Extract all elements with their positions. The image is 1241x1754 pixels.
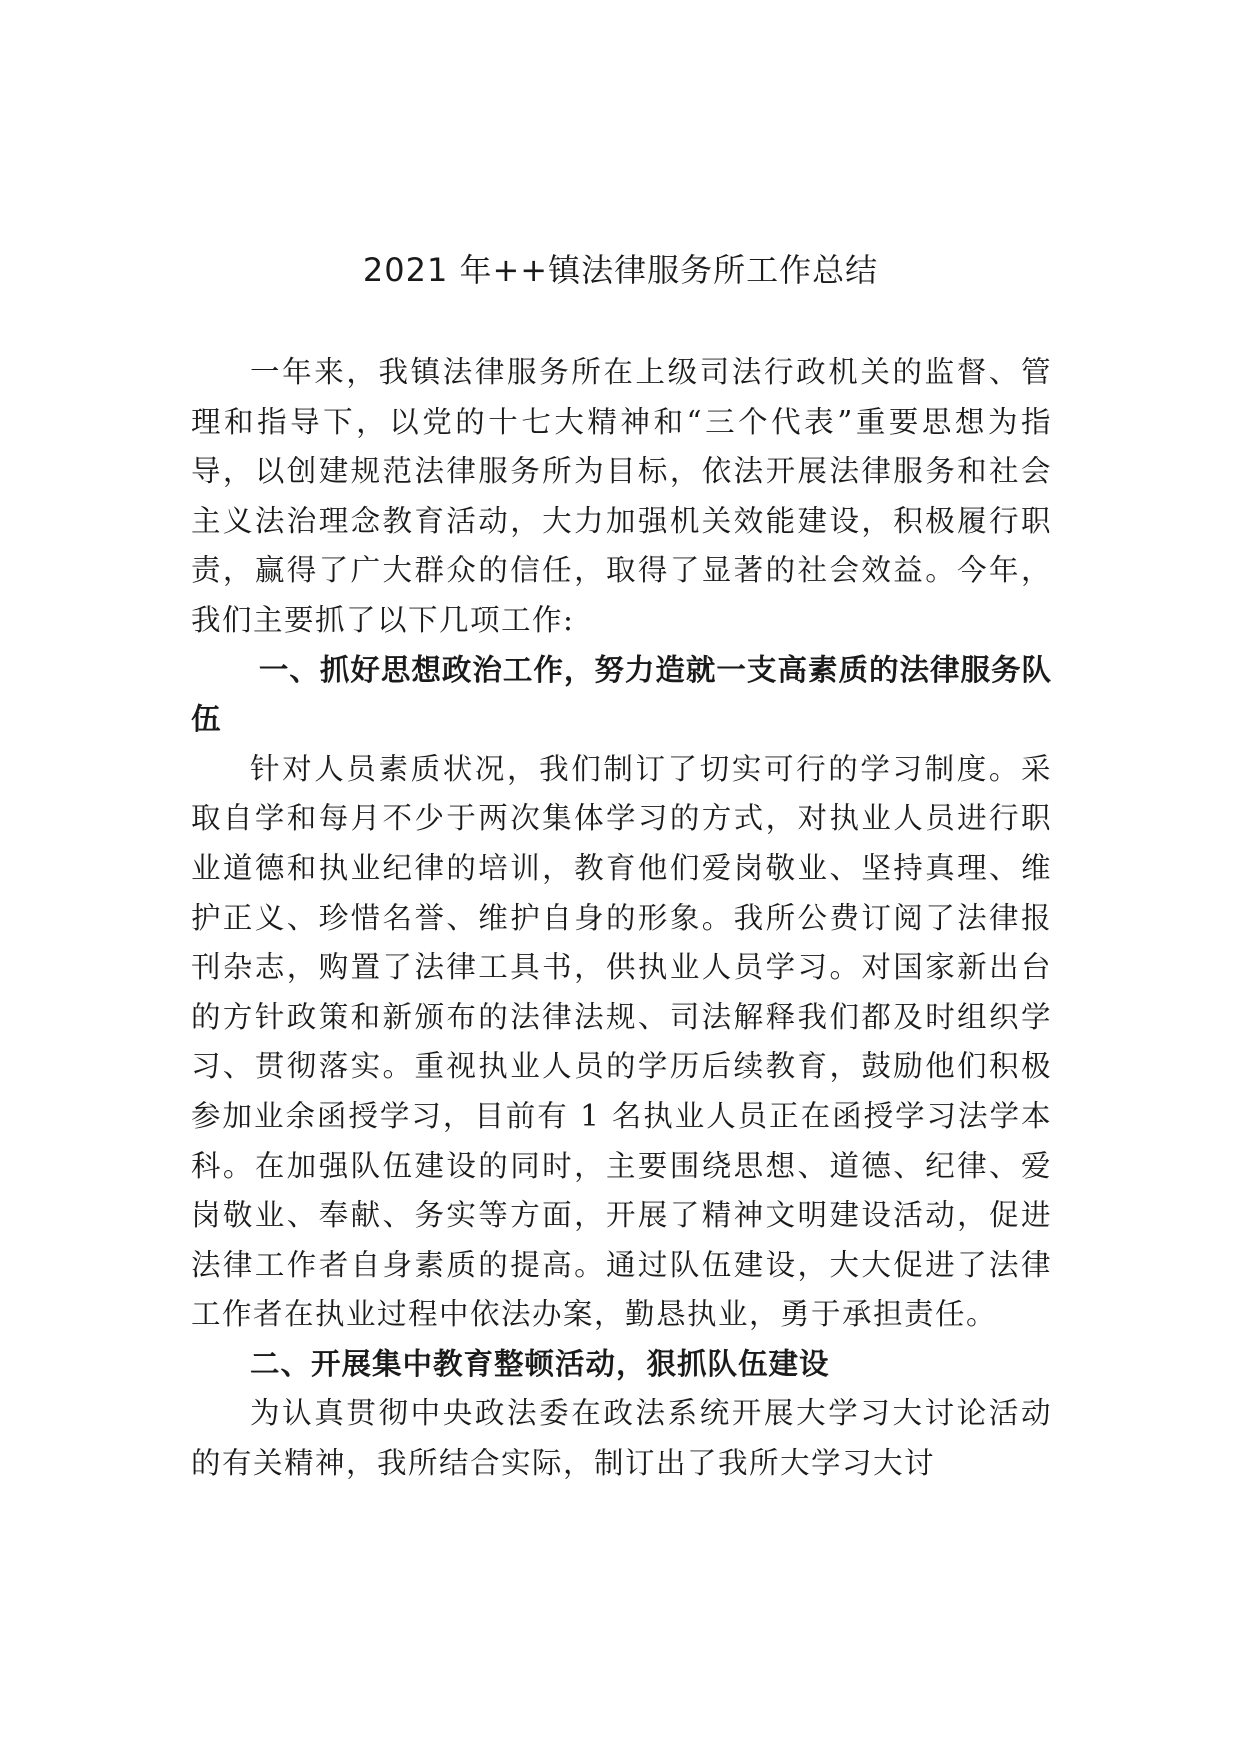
section-2-paragraph: 为认真贯彻中央政法委在政法系统开展大学习大讨论活动的有关精神，我所结合实际，制订出了我所大学习大讨 xyxy=(191,1396,1052,1481)
section-1-paragraph: 针对人员素质状况，我们制订了切实可行的学习制度。采取自学和每月不少于两次集体学习的方式，对执业人员进行职业道德和执业纪律的培训，教育他们爱岗敬业、坚持真理、维护正义、珍惜名誉、维护自身的形象。我所公费订阅了法律报刊杂志，购置了法律工具书，供执业人员学习。对国家新出台的方针政策和新颁布的法律法规、司法解释我们都及时组织学习、贯彻落实。重视执业人员的学历后续教育，鼓励他们积极参加业余函授学习，目前有 1 名执业人员正在函授学习法学本科。在加强队伍建设的同时，主要围绕思想、道德、纪律、爱岗敬业、奉献、务实等方面，开展了精神文明建设活动，促进法律工作者自身素质的提高。通过队伍建设，大大促进了法律工作者在执业过程中依法办案，勤恳执业，勇于承担责任。 xyxy=(191,751,1052,1332)
section-1-heading: 一、抓好思想政治工作，努力造就一支高素质的法律服务队伍 xyxy=(191,652,1052,737)
intro-paragraph: 一年来，我镇法律服务所在上级司法行政机关的监督、管理和指导下，以党的十七大精神和“三个代表”重要思想为指导，以创建规范法律服务所为目标，依法开展法律服务和社会主义法治理念教育活动，大力加强机关效能建设，积极履行职责，赢得了广大群众的信任，取得了显著的社会效益。今年，我们主要抓了以下几项工作: xyxy=(191,355,1052,637)
document-title: 2021 年++镇法律服务所工作总结 xyxy=(362,251,879,289)
section-2-heading: 二、开展集中教育整顿活动，狠抓队伍建设 xyxy=(250,1346,830,1381)
document-body xyxy=(191,348,1052,1489)
